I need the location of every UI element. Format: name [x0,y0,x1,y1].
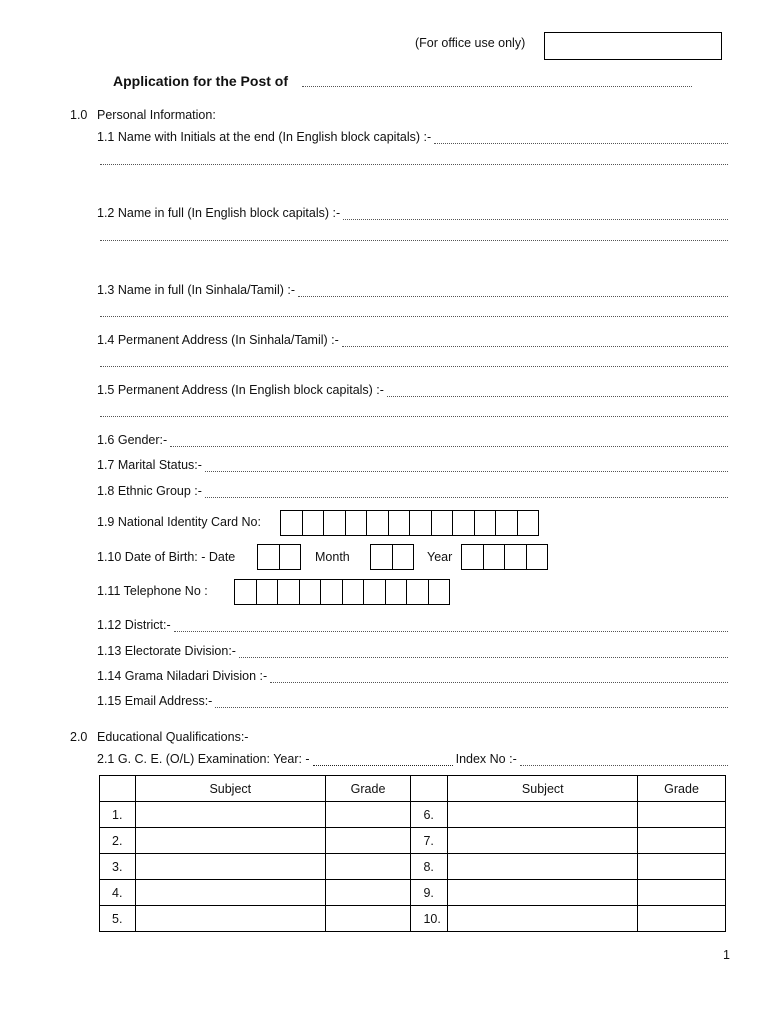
table-row [100,802,726,828]
electorate-label: 1.13 Electorate Division:- [97,644,236,658]
dob-month-box[interactable] [370,544,393,570]
nic-box[interactable] [366,510,389,536]
grade-cell[interactable] [325,854,411,880]
dob-date-box[interactable] [257,544,280,570]
grade-cell[interactable] [638,802,726,828]
electorate-row[interactable] [97,642,728,658]
table-row [100,828,726,854]
name-full-english-field-continued[interactable] [100,236,728,241]
address-english-label: 1.5 Permanent Address (In English block capitals) :- [97,383,384,397]
grade-cell[interactable] [638,828,726,854]
telephone-boxes[interactable] [235,579,450,605]
name-full-sinhala-field[interactable] [298,285,728,297]
table-row [100,854,726,880]
page-title: Application for the Post of [113,73,288,89]
dob-year-box[interactable] [461,544,484,570]
dob-year-box[interactable] [504,544,527,570]
nic-box[interactable] [323,510,346,536]
grade-cell[interactable] [325,906,411,932]
ol-exam-row [97,750,728,766]
dob-month-label: Month [315,550,350,564]
dob-month-boxes[interactable] [371,544,414,570]
row-number: 7. [411,828,448,854]
row-number: 10. [411,906,448,932]
dob-year-box[interactable] [483,544,506,570]
grade-header: Grade [638,776,726,802]
name-initials-label: 1.1 Name with Initials at the end (In English block capitals) :- [97,130,432,144]
email-label: 1.15 Email Address:- [97,694,213,708]
ol-index-label: Index No :- [455,752,517,766]
address-sinhala-row[interactable] [97,331,728,347]
telephone-box[interactable] [428,579,451,605]
section-1-number: 1.0 [70,108,88,122]
section-1-title: Personal Information: [97,108,216,122]
subject-cell[interactable] [135,802,325,828]
address-sinhala-field-continued[interactable] [100,362,728,367]
marital-field[interactable] [205,460,728,472]
grade-cell[interactable] [638,880,726,906]
telephone-box[interactable] [385,579,408,605]
dob-year-boxes[interactable] [462,544,548,570]
row-number: 8. [411,854,448,880]
name-full-english-row[interactable] [97,204,728,220]
name-full-english-label: 1.2 Name in full (In English block capitals) :- [97,206,341,220]
row-number: 1. [100,802,136,828]
table-header-row [100,776,726,802]
table-row [100,906,726,932]
nic-box[interactable] [280,510,303,536]
ol-grades-table [99,775,726,932]
row-number: 5. [100,906,136,932]
dob-year-label: Year [427,550,453,564]
name-full-sinhala-field-continued[interactable] [100,312,728,317]
ethnic-row[interactable] [97,482,728,498]
table-row [100,880,726,906]
grama-row[interactable] [97,667,728,683]
name-full-sinhala-row[interactable] [97,281,728,297]
ethnic-label: 1.8 Ethnic Group :- [97,484,202,498]
row-number: 3. [100,854,136,880]
subject-header: Subject [135,776,325,802]
electorate-field[interactable] [239,646,728,658]
district-row[interactable] [97,616,728,632]
ol-exam-year-field[interactable] [313,754,453,766]
row-number: 4. [100,880,136,906]
section-2-title: Educational Qualifications:- [97,730,249,744]
nic-box[interactable] [431,510,454,536]
name-initials-row[interactable] [97,128,728,144]
nic-boxes[interactable] [281,510,539,536]
name-initials-field-continued[interactable] [100,160,728,165]
page-number: 1 [723,948,730,962]
telephone-box[interactable] [277,579,300,605]
nic-box[interactable] [452,510,475,536]
gender-label: 1.6 Gender:- [97,433,168,447]
grade-cell[interactable] [325,802,411,828]
subject-cell[interactable] [135,906,325,932]
marital-label: 1.7 Marital Status:- [97,458,202,472]
telephone-box[interactable] [320,579,343,605]
grade-cell[interactable] [638,906,726,932]
name-full-sinhala-label: 1.3 Name in full (In Sinhala/Tamil) :- [97,283,295,297]
telephone-box[interactable] [406,579,429,605]
telephone-box[interactable] [342,579,365,605]
district-label: 1.12 District:- [97,618,171,632]
subject-cell[interactable] [135,854,325,880]
dob-date-boxes[interactable] [258,544,301,570]
section-2-number: 2.0 [70,730,88,744]
nic-box[interactable] [345,510,368,536]
grade-cell[interactable] [325,828,411,854]
subject-cell[interactable] [448,828,638,854]
ethnic-field[interactable] [205,486,728,498]
nic-box[interactable] [495,510,518,536]
telephone-label: 1.11 Telephone No : [97,584,208,598]
office-use-label: (For office use only) [415,36,526,50]
subject-header: Subject [448,776,638,802]
nic-box[interactable] [409,510,432,536]
name-initials-field[interactable] [434,132,728,144]
address-english-field-continued[interactable] [100,412,728,417]
subject-cell[interactable] [448,802,638,828]
grama-label: 1.14 Grama Niladari Division :- [97,669,268,683]
subject-cell[interactable] [135,880,325,906]
subject-cell[interactable] [448,854,638,880]
email-row[interactable] [97,692,728,708]
row-number: 6. [411,802,448,828]
dob-year-box[interactable] [526,544,549,570]
subject-cell[interactable] [448,880,638,906]
nic-box[interactable] [302,510,325,536]
telephone-box[interactable] [256,579,279,605]
telephone-box[interactable] [363,579,386,605]
dob-date-box[interactable] [279,544,302,570]
nic-label: 1.9 National Identity Card No: [97,515,261,529]
telephone-box[interactable] [299,579,322,605]
gender-row[interactable] [97,431,728,447]
name-full-english-field[interactable] [343,208,728,220]
gender-field[interactable] [170,435,728,447]
subject-cell[interactable] [135,828,325,854]
subject-cell[interactable] [448,906,638,932]
post-name-field[interactable] [302,78,692,87]
dob-month-box[interactable] [392,544,415,570]
row-number: 9. [411,880,448,906]
office-use-box[interactable] [544,32,722,60]
grama-field[interactable] [270,671,728,683]
address-sinhala-label: 1.4 Permanent Address (In Sinhala/Tamil) :- [97,333,339,347]
grade-cell[interactable] [638,854,726,880]
grade-header: Grade [325,776,411,802]
address-english-row[interactable] [97,381,728,397]
grade-cell[interactable] [325,880,411,906]
row-number: 2. [100,828,136,854]
telephone-box[interactable] [234,579,257,605]
ol-index-field[interactable] [520,754,728,766]
nic-box[interactable] [388,510,411,536]
nic-box[interactable] [474,510,497,536]
district-field[interactable] [174,620,728,632]
address-sinhala-field[interactable] [342,335,728,347]
address-english-field[interactable] [387,385,728,397]
marital-row[interactable] [97,456,728,472]
dob-label: 1.10 Date of Birth: - Date [97,550,236,564]
nic-box[interactable] [517,510,540,536]
email-field[interactable] [215,696,728,708]
ol-exam-year-label: 2.1 G. C. E. (O/L) Examination: Year: - [97,752,310,766]
